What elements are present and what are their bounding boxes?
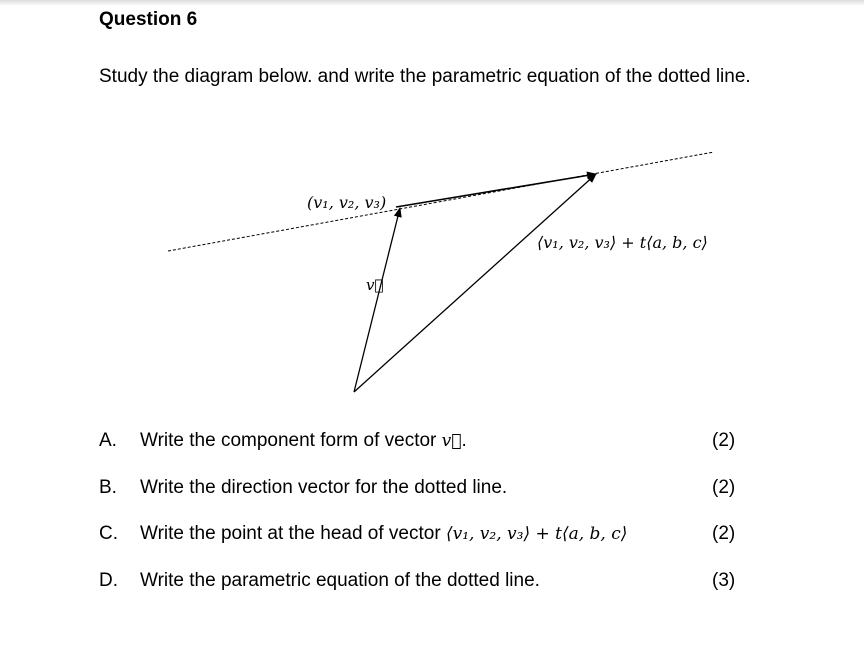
part-c-math: ⟨v₁, v₂, v₃⟩ + t⟨a, b, c⟩ <box>445 524 628 544</box>
part-a-marks: (2) <box>712 430 736 451</box>
part-a-suffix: . <box>461 430 467 451</box>
point-label: (v₁, v₂, v₃) <box>307 193 387 212</box>
part-b <box>99 477 749 503</box>
part-b-text: Write the direction vector for the dotted line. <box>140 477 508 498</box>
part-a-text <box>140 430 467 452</box>
part-d-text: Write the parametric equation of the dotted line. <box>140 570 540 591</box>
part-a-prompt: Write the component form of vector <box>140 430 442 451</box>
question-intro: Study the diagram below. and write the parametric equation of the dotted line. <box>99 66 751 87</box>
resultant-vector-arrow <box>354 174 596 392</box>
part-b-letter: B. <box>99 477 117 498</box>
part-d-letter: D. <box>99 570 118 591</box>
part-c-letter: C. <box>99 523 118 544</box>
part-c-marks: (2) <box>712 523 736 544</box>
head-label: ⟨v₁, v₂, v₃⟩ + t⟨a, b, c⟩ <box>537 233 708 252</box>
part-a <box>99 430 749 456</box>
part-a-letter: A. <box>99 430 117 451</box>
part-d-marks: (3) <box>712 570 736 591</box>
direction-vector-arrow <box>396 174 596 207</box>
part-d <box>99 570 749 596</box>
question-title: Question 6 <box>99 9 198 30</box>
vector-v-label: v⃗ <box>366 276 384 294</box>
part-a-math: v⃗ <box>441 431 462 451</box>
part-c-text <box>140 523 627 545</box>
part-b-marks: (2) <box>712 477 736 498</box>
part-c <box>99 523 749 549</box>
vector-v-arrow <box>354 208 400 392</box>
part-c-prompt: Write the point at the head of vector <box>140 523 446 544</box>
